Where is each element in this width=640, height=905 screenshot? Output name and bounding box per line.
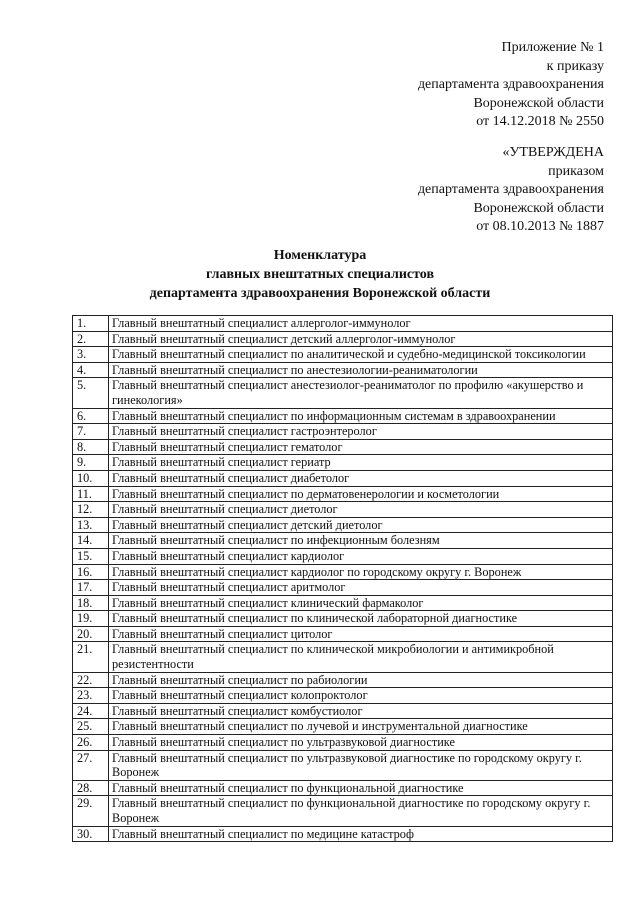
row-number: 14.: [73, 533, 109, 549]
row-number: 22.: [73, 672, 109, 688]
approved-block: [284, 144, 604, 237]
table-row: [73, 703, 613, 719]
row-number: 15.: [73, 548, 109, 564]
table-row: [73, 611, 613, 627]
row-specialist-title: Главный внештатный специалист диабетолог: [109, 470, 613, 486]
row-specialist-title: Главный внештатный специалист кардиолог: [109, 548, 613, 564]
row-specialist-title: Главный внештатный специалист гериатр: [109, 455, 613, 471]
row-specialist-title: Главный внештатный специалист по клинической лабораторной диагностике: [109, 611, 613, 627]
table-row: [73, 735, 613, 751]
row-number: 2.: [73, 331, 109, 347]
row-specialist-title: Главный внештатный специалист детский диетолог: [109, 517, 613, 533]
row-specialist-title: Главный внештатный специалист кардиолог по городскому округу г. Воронеж: [109, 564, 613, 580]
table-row: [73, 455, 613, 471]
row-specialist-title: Главный внештатный специалист цитолог: [109, 626, 613, 642]
row-number: 23.: [73, 688, 109, 704]
row-number: 12.: [73, 502, 109, 518]
row-number: 4.: [73, 362, 109, 378]
table-row: [73, 672, 613, 688]
row-number: 19.: [73, 611, 109, 627]
row-specialist-title: Главный внештатный специалист клинический фармаколог: [109, 595, 613, 611]
row-specialist-title: Главный внештатный специалист аллерголог-иммунолог: [109, 316, 613, 332]
row-specialist-title: Главный внештатный специалист по функциональной диагностике: [109, 780, 613, 796]
row-number: 3.: [73, 347, 109, 363]
table-row: [73, 548, 613, 564]
table-row: [73, 331, 613, 347]
appendix-block: [284, 39, 604, 132]
table-row: [73, 533, 613, 549]
table-row: [73, 347, 613, 363]
row-specialist-title: Главный внештатный специалист по аналитической и судебно-медицинской токсикологии: [109, 347, 613, 363]
table-row: [73, 642, 613, 672]
title-line: департамента здравоохранения Воронежской области: [149, 286, 491, 301]
table-row: [73, 719, 613, 735]
table-row: [73, 796, 613, 826]
row-number: 25.: [73, 719, 109, 735]
title-line: главных внештатных специалистов: [205, 267, 435, 282]
row-number: 6.: [73, 408, 109, 424]
row-number: 18.: [73, 595, 109, 611]
row-specialist-title: Главный внештатный специалист по информационным системам в здравоохранении: [109, 408, 613, 424]
table-row: [73, 826, 613, 842]
row-specialist-title: Главный внештатный специалист диетолог: [109, 502, 613, 518]
row-number: 26.: [73, 735, 109, 751]
row-number: 7.: [73, 424, 109, 440]
table-row: [73, 486, 613, 502]
row-specialist-title: Главный внештатный специалист по функциональной диагностике по городскому округу г. Воронеж: [109, 796, 613, 826]
row-number: 24.: [73, 703, 109, 719]
table-row: [73, 316, 613, 332]
approved-line: от 08.10.2013 № 1887: [476, 219, 604, 234]
row-number: 11.: [73, 486, 109, 502]
appendix-line: Приложение № 1: [501, 40, 604, 55]
appendix-line: к приказу: [546, 58, 604, 74]
row-specialist-title: Главный внештатный специалист гастроэнтеролог: [109, 424, 613, 440]
row-specialist-title: Главный внештатный специалист детский аллерголог-иммунолог: [109, 331, 613, 347]
row-number: 9.: [73, 455, 109, 471]
row-number: 16.: [73, 564, 109, 580]
row-number: 8.: [73, 439, 109, 455]
approved-line: приказом: [548, 163, 604, 179]
table-row: [73, 362, 613, 378]
row-specialist-title: Главный внештатный специалист комбустиолог: [109, 703, 613, 719]
table-row: [73, 502, 613, 518]
row-specialist-title: Главный внештатный специалист по медицине катастроф: [109, 826, 613, 842]
appendix-line: департамента здравоохранения: [417, 77, 604, 92]
specialists-table: [72, 315, 613, 842]
table-row: [73, 517, 613, 533]
row-number: 17.: [73, 580, 109, 596]
table-row: [73, 688, 613, 704]
row-specialist-title: Главный внештатный специалист по рабиологии: [109, 672, 613, 688]
row-number: 27.: [73, 750, 109, 780]
row-number: 29.: [73, 796, 109, 826]
table-row: [73, 750, 613, 780]
row-specialist-title: Главный внештатный специалист колопроктолог: [109, 688, 613, 704]
row-specialist-title: Главный внештатный специалист анестезиолог-реаниматолог по профилю «акушерство и гинекология»: [109, 378, 613, 408]
approved-line: «УТВЕРЖДЕНА: [502, 145, 604, 160]
row-number: 20.: [73, 626, 109, 642]
table-row: [73, 439, 613, 455]
appendix-line: Воронежской области: [473, 95, 604, 111]
row-specialist-title: Главный внештатный специалист по клинической микробиологии и антимикробной резистентности: [109, 642, 613, 672]
row-specialist-title: Главный внештатный специалист по лучевой и инструментальной диагностике: [109, 719, 613, 735]
table-row: [73, 378, 613, 408]
row-number: 28.: [73, 780, 109, 796]
row-specialist-title: Главный внештатный специалист по инфекционным болезням: [109, 533, 613, 549]
row-number: 30.: [73, 826, 109, 842]
table-row: [73, 780, 613, 796]
table-row: [73, 580, 613, 596]
approved-line: Воронежской области: [473, 200, 604, 216]
row-number: 21.: [73, 642, 109, 672]
table-row: [73, 408, 613, 424]
row-specialist-title: Главный внештатный специалист по ультразвуковой диагностике: [109, 735, 613, 751]
approved-line: департамента здравоохранения: [417, 182, 604, 197]
row-specialist-title: Главный внештатный специалист по ультразвуковой диагностике по городскому округу г. Воронеж: [109, 750, 613, 780]
row-specialist-title: Главный внештатный специалист гематолог: [109, 439, 613, 455]
appendix-line: от 14.12.2018 № 2550: [476, 114, 604, 129]
specialists-table-body: [73, 316, 613, 842]
table-row: [73, 424, 613, 440]
row-number: 13.: [73, 517, 109, 533]
table-row: [73, 564, 613, 580]
row-number: 10.: [73, 470, 109, 486]
row-number: 1.: [73, 316, 109, 332]
title-line: Номенклатура: [273, 248, 367, 263]
table-row: [73, 595, 613, 611]
row-specialist-title: Главный внештатный специалист по анестезиологии-реаниматологии: [109, 362, 613, 378]
table-row: [73, 626, 613, 642]
row-specialist-title: Главный внештатный специалист аритмолог: [109, 580, 613, 596]
row-specialist-title: Главный внештатный специалист по дерматовенерологии и косметологии: [109, 486, 613, 502]
row-number: 5.: [73, 378, 109, 408]
table-row: [73, 470, 613, 486]
document-title: [0, 246, 640, 303]
